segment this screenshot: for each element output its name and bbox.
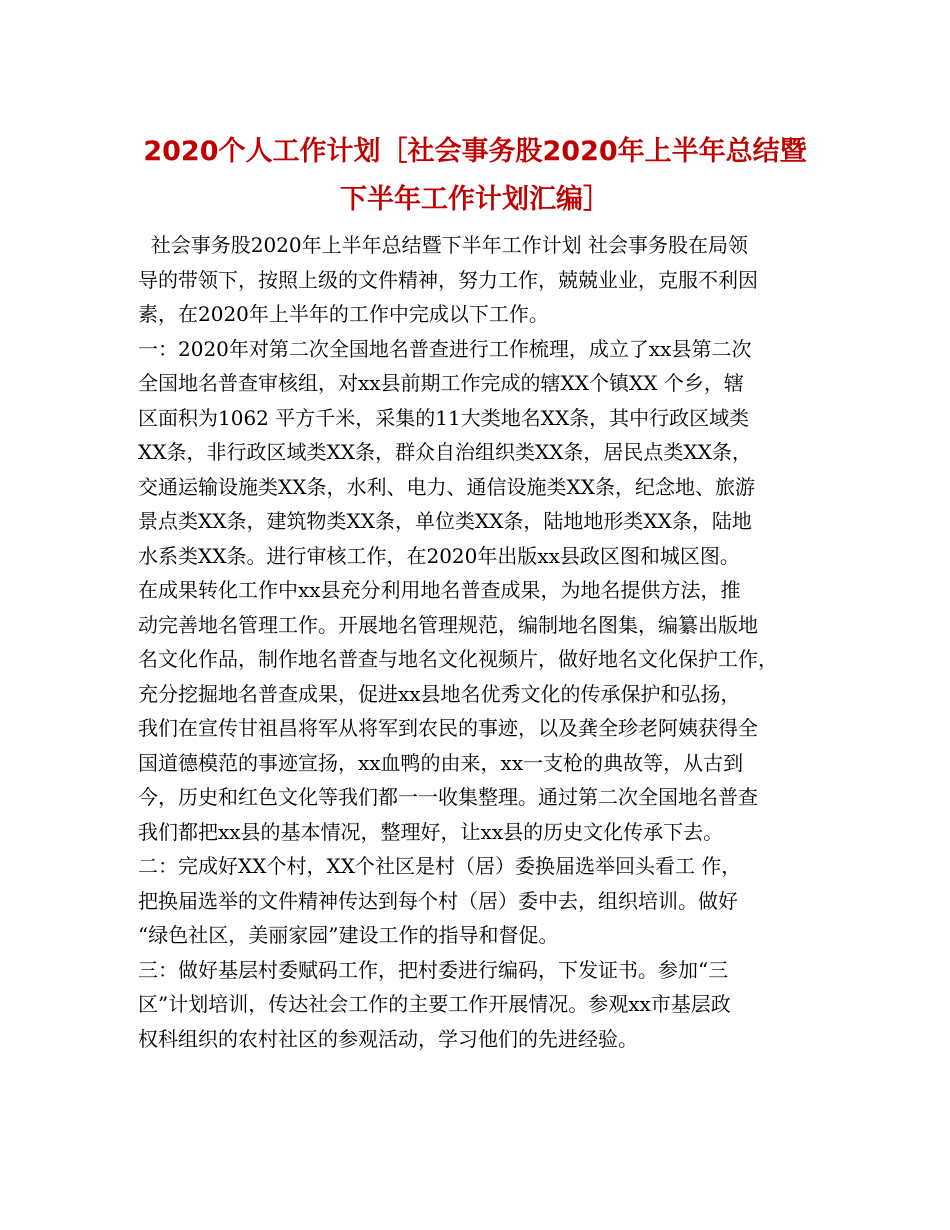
document-title (120, 128, 830, 224)
title-line-2: 下半年工作计划汇编］ (340, 184, 610, 215)
body-line: 一：2020年对第二次全国地名普查进行工作梳理，成立了xx县第二次 (138, 336, 752, 361)
body-line: 我们在宣传甘祖昌将军从将军到农民的事迹，以及龚全珍老阿姨获得全 (138, 716, 758, 740)
body-line: “绿色社区，美丽家园”建设工作的指导和督促。 (138, 923, 559, 947)
body-line: XX条，非行政区域类XX条，群众自治组织类XX条，居民点类XX条， (138, 440, 752, 464)
body-line: 名文化作品，制作地名普查与地名文化视频片，做好地名文化保护工作， (138, 647, 778, 671)
body-line: 全国地名普查审核组，对xx县前期工作完成的辖XX个镇XX 个乡，辖 (138, 371, 744, 395)
body-line: 三：做好基层村委赋码工作，把村委进行编码，下发证书。参加“三 (138, 957, 729, 982)
body-line: 区面积为1062 平方千米，采集的11大类地名XX条，其中行政区域类 (138, 405, 750, 430)
body-line: 社会事务股2020年上半年总结暨下半年工作计划 社会事务股在局领 (138, 233, 748, 257)
body-line: 景点类XX条，建筑物类XX条，单位类XX条，陆地地形类XX条，陆地 (138, 509, 752, 533)
document-body (138, 228, 828, 1056)
body-line: 导的带领下，按照上级的文件精神，努力工作，兢兢业业，克服不利因 (138, 267, 758, 292)
body-line: 动完善地名管理工作。开展地名管理规范，编制地名图集，编纂出版地 (138, 612, 758, 637)
body-line: 充分挖掘地名普查成果，促进xx县地名优秀文化的传承保护和弘扬， (138, 681, 741, 706)
title-line-1: 2020个人工作计划［社会事务股2020年上半年总结暨 (143, 136, 807, 167)
body-line: 国道德模范的事迹宣扬，xx血鸭的由来，xx一支枪的典故等，从古到 (138, 750, 744, 775)
body-line: 今，历史和红色文化等我们都一一收集整理。通过第二次全国地名普查 (138, 785, 758, 809)
body-line: 水系类XX条。进行审核工作，在2020年出版xx县政区图和城区图。 (138, 543, 740, 568)
body-line: 交通运输设施类XX条，水利、电力、通信设施类XX条，纪念地、旅游 (138, 474, 755, 499)
body-line: 素，在2020年上半年的工作中完成以下工作。 (138, 302, 549, 326)
body-line: 区”计划培训，传达社会工作的主要工作开展情况。参观xx市基层政 (138, 992, 731, 1016)
body-line: 二：完成好XX个村，XX个社区是村（居）委换届选举回头看工 作， (138, 854, 742, 878)
body-line: 我们都把xx县的基本情况，整理好，让xx县的历史文化传承下去。 (138, 819, 724, 844)
body-line: 权科组织的农村社区的参观活动，学习他们的先进经验。 (138, 1026, 638, 1051)
body-line: 把换届选举的文件精神传达到每个村（居）委中去，组织培训。做好 (138, 888, 738, 913)
body-line: 在成果转化工作中xx县充分利用地名普查成果，为地名提供方法，推 (138, 578, 741, 602)
